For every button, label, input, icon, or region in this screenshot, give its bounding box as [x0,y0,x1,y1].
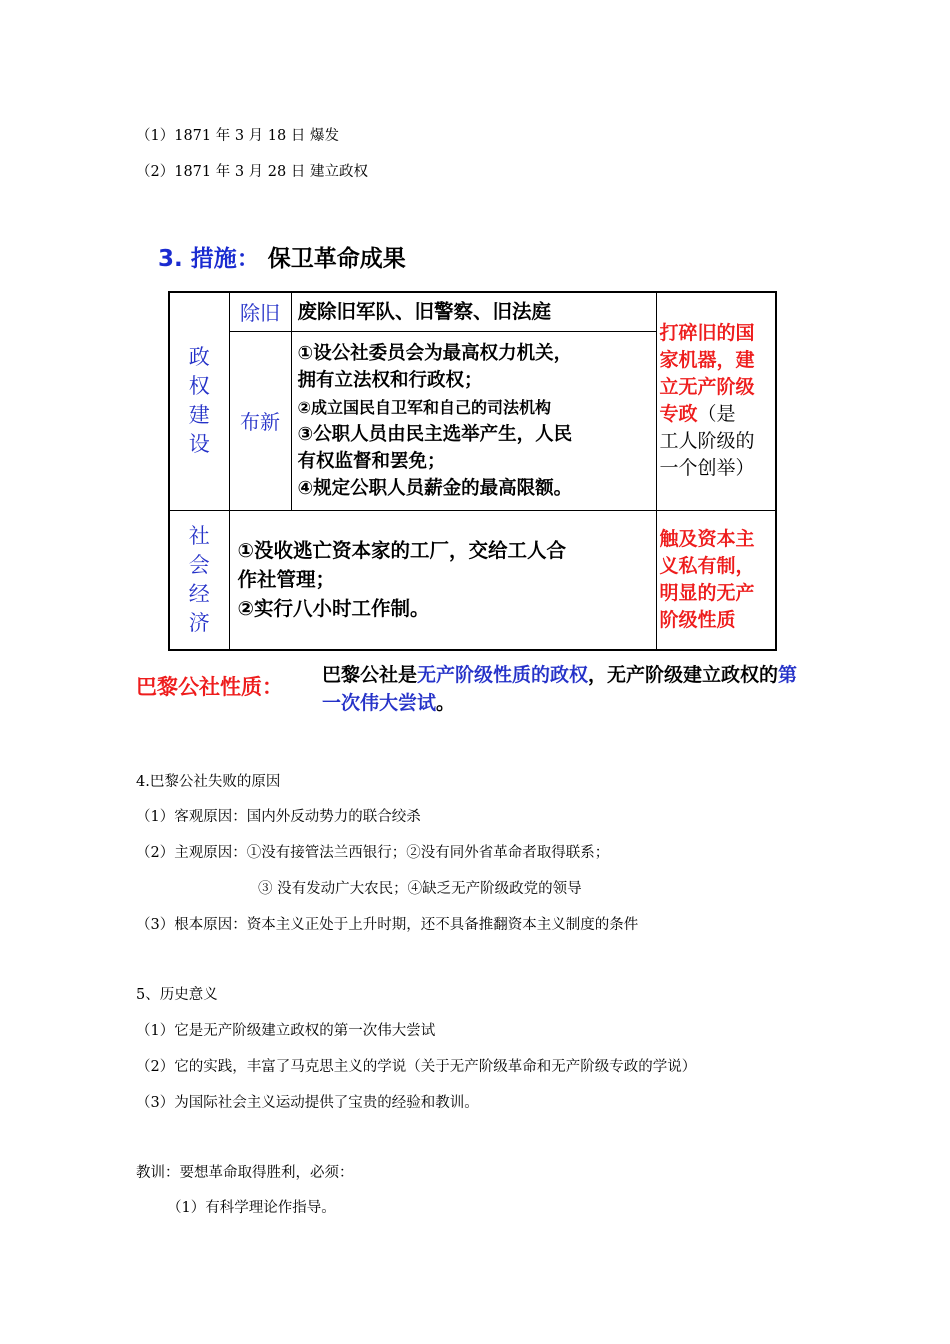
intro-line-1: （1）1871 年 3 月 18 日 爆发 [136,128,339,144]
measures-heading: 保卫革命成果 [267,246,406,272]
remove-old-content: 废除旧军队、旧警察、旧法庭 [291,292,656,331]
failure-item-1: （1）客观原因：国内外反动势力的联合绞杀 [136,809,421,825]
measures-table [168,291,777,651]
economic-header: 社 会 经 济 [169,510,229,650]
significance-item-1: （1）它是无产阶级建立政权的第一次伟大尝试 [136,1023,436,1039]
commune-nature-label: 巴黎公社性质： [136,675,283,699]
significance-heading: 5、历史意义 [136,987,218,1003]
political-header: 政 权 建 设 [169,292,229,510]
economic-note: 触及资本主 义私有制， 明显的无产 阶级性质 [656,510,776,650]
significance-item-2: （2）它的实践，丰富了马克思主义的学说（关于无产阶级革命和无产阶级专政的学说） [136,1059,697,1075]
lesson-heading: 教训：要想革命取得胜利，必须： [136,1165,354,1181]
commune-nature-text: 巴黎公社是无产阶级性质的政权，无产阶级建立政权的第一次伟大尝试。 [322,664,798,714]
measures-label: 措施： [190,246,260,272]
measures-number: 3. [158,246,183,272]
failure-item-3: （3）根本原因：资本主义正处于上升时期，还不具备推翻资本主义制度的条件 [136,917,639,933]
political-note: 打碎旧的国 家机器，建 立无产阶级 专政（是 工人阶级的 一个创举） [656,292,776,510]
intro-line-2: （2）1871 年 3 月 28 日 建立政权 [136,164,368,180]
significance-item-3: （3）为国际社会主义运动提供了宝贵的经验和教训。 [136,1095,479,1111]
economic-content: ①没收逃亡资本家的工厂，交给工人合 作社管理； ②实行八小时工作制。 [229,510,656,650]
lesson-item-1: （1）有科学理论作指导。 [167,1200,336,1216]
measures-title [158,240,406,273]
failure-item-2: （2）主观原因：①没有接管法兰西银行；②没有同外省革命者取得联系； [136,845,610,861]
build-new-label: 布新 [229,331,291,510]
failure-heading: 4.巴黎公社失败的原因 [136,774,281,790]
failure-item-2b: ③ 没有发动广大农民；④缺乏无产阶级政党的领导 [258,881,582,897]
build-new-content: ①设公社委员会为最高权力机关， 拥有立法权和行政权； ②成立国民自卫军和自己的司法机构 ③公职人员由民主选举产生，人民 有权监督和罢免； ④规定公职人员薪金的最高限额。 [291,331,656,510]
remove-old-label: 除旧 [229,292,291,331]
